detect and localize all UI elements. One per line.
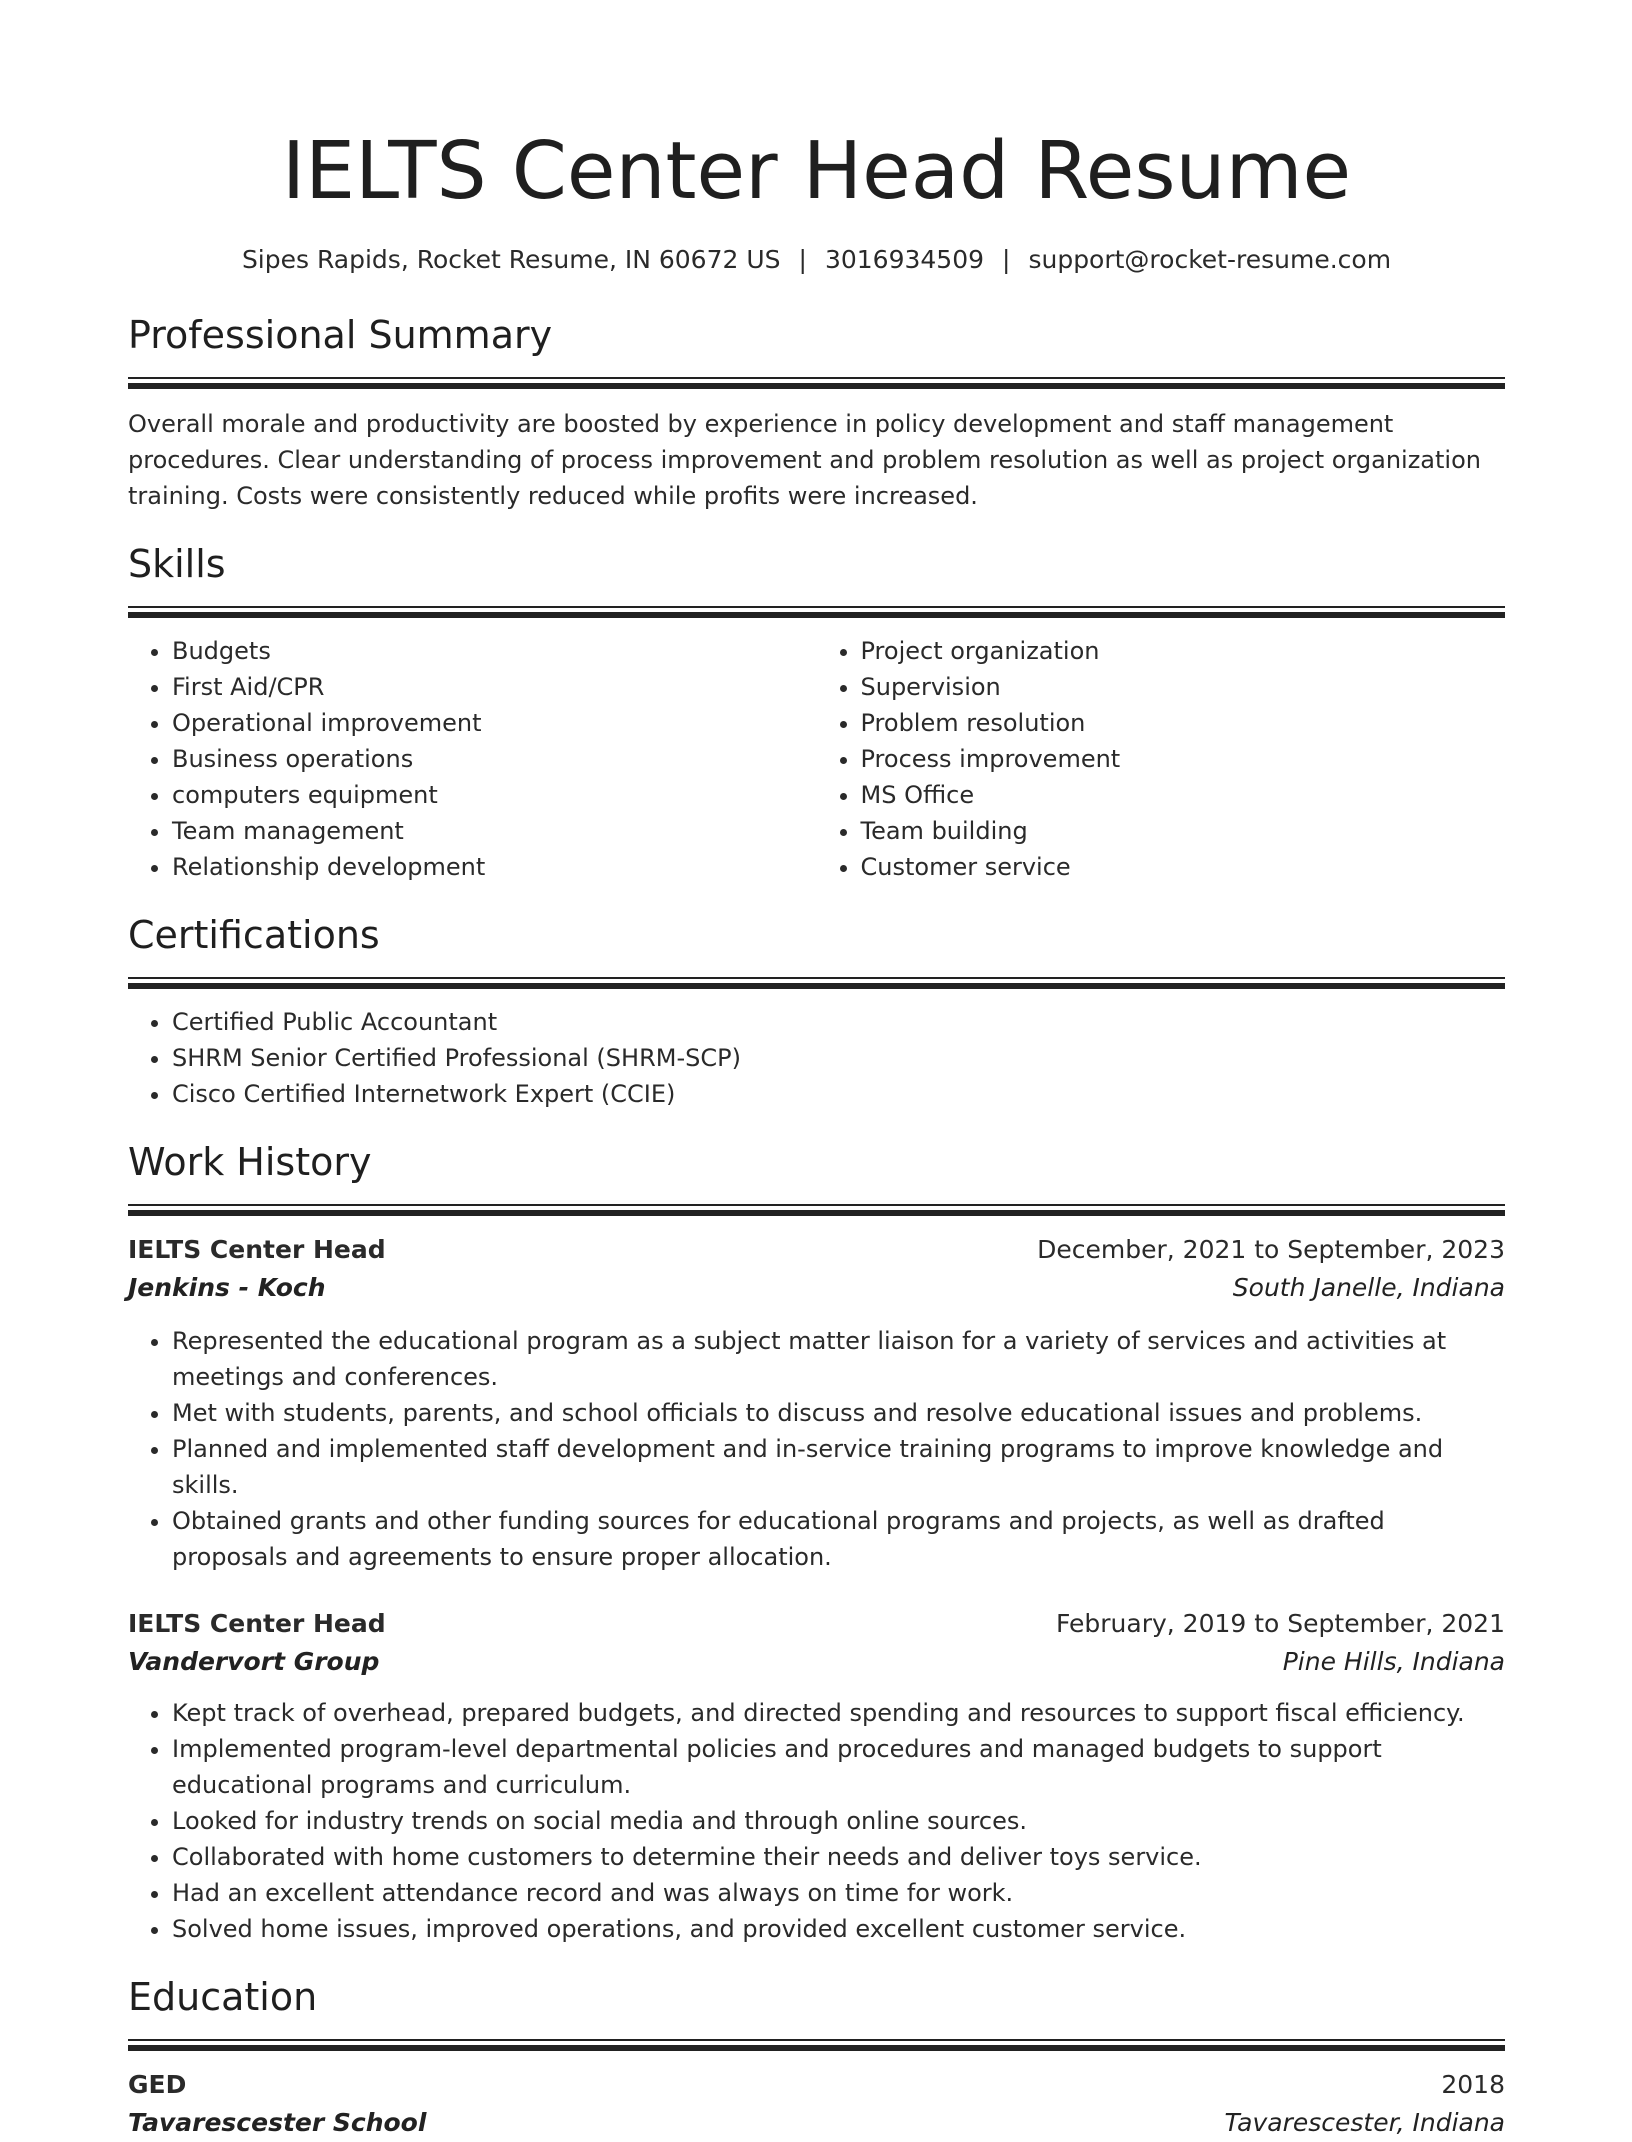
skill-item: • Team building [861, 813, 1506, 849]
skill-item: • Supervision [861, 669, 1506, 705]
section-divider [128, 606, 1505, 617]
education-year: 2018 [1441, 2070, 1505, 2099]
certification-item: • Cisco Certified Internetwork Expert (CCIE) [172, 1076, 1505, 1112]
job-title: IELTS Center Head [128, 1235, 386, 1264]
section-divider [128, 2039, 1505, 2050]
contact-email: support@rocket-resume.com [1028, 245, 1392, 274]
job-bullet: • Collaborated with home customers to determine their needs and deliver toys service. [172, 1839, 1505, 1875]
summary-section [128, 311, 1505, 514]
resume-title: IELTS Center Head Resume [281, 125, 1352, 217]
education-section [128, 1973, 1505, 2142]
job-entry [128, 1231, 1505, 1575]
certifications-heading: Certifications [128, 913, 380, 957]
skill-item: • computers equipment [172, 777, 817, 813]
skill-item: • Process improvement [861, 741, 1506, 777]
job-dates: December, 2021 to September, 2023 [1037, 1235, 1505, 1264]
contact-line [128, 243, 1505, 277]
job-title: IELTS Center Head [128, 1609, 386, 1638]
summary-text: Overall morale and productivity are boosted by experience in policy development and staff management procedures. Clear understanding of process improvement and problem resolution as well as project organization training. Costs were consistently reduced while profits were increased. [128, 410, 1481, 510]
skill-item: • Customer service [861, 849, 1506, 885]
education-location: Tavarescester, Indiana [1224, 2108, 1505, 2137]
skills-column-left [128, 633, 817, 885]
certification-item: • Certified Public Accountant [172, 1004, 1505, 1040]
contact-separator: | [798, 245, 807, 274]
job-dates: February, 2019 to September, 2021 [1056, 1609, 1505, 1638]
contact-phone: 3016934509 [824, 245, 985, 274]
job-bullet: • Represented the educational program as a subject matter liaison for a variety of services and activities at meetings and conferences. [172, 1323, 1505, 1395]
education-school: Tavarescester School [128, 2108, 427, 2137]
job-location: Pine Hills, Indiana [1282, 1647, 1505, 1676]
section-divider [128, 977, 1505, 988]
skill-item: • Business operations [172, 741, 817, 777]
job-bullet: • Looked for industry trends on social media and through online sources. [172, 1803, 1505, 1839]
education-entry [128, 2066, 1505, 2142]
skill-item: • Team management [172, 813, 817, 849]
contact-separator: | [1002, 245, 1011, 274]
job-bullet: • Obtained grants and other funding sources for educational programs and projects, as well as drafted proposals and agreements to ensure proper allocation. [172, 1503, 1505, 1575]
job-company: Jenkins - Koch [128, 1273, 326, 1302]
skills-section [128, 540, 1505, 885]
job-company: Vandervort Group [128, 1647, 380, 1676]
skills-grid [128, 633, 1505, 885]
skill-item: • Project organization [861, 633, 1506, 669]
certifications-section [128, 911, 1505, 1112]
work-section [128, 1138, 1505, 1947]
skill-item: • First Aid/CPR [172, 669, 817, 705]
skill-item: • Budgets [172, 633, 817, 669]
summary-heading: Professional Summary [128, 313, 553, 357]
job-bullet: • Met with students, parents, and school officials to discuss and resolve educational issues and problems. [172, 1395, 1505, 1431]
job-bullet: • Kept track of overhead, prepared budgets, and directed spending and resources to support fiscal efficiency. [172, 1695, 1505, 1731]
education-heading: Education [128, 1975, 318, 2019]
skill-item: • Relationship development [172, 849, 817, 885]
certification-item: • SHRM Senior Certified Professional (SHRM-SCP) [172, 1040, 1505, 1076]
skill-item: • Operational improvement [172, 705, 817, 741]
education-degree: GED [128, 2070, 187, 2099]
skills-heading: Skills [128, 542, 226, 586]
job-entry [128, 1605, 1505, 1947]
job-bullet: • Had an excellent attendance record and was always on time for work. [172, 1875, 1505, 1911]
job-bullet: • Implemented program-level departmental policies and procedures and managed budgets to support educational programs and curriculum. [172, 1731, 1505, 1803]
section-divider [128, 377, 1505, 388]
skill-item: • Problem resolution [861, 705, 1506, 741]
job-bullet: • Planned and implemented staff development and in-service training programs to improve knowledge and skills. [172, 1431, 1505, 1503]
job-location: South Janelle, Indiana [1232, 1273, 1505, 1302]
contact-address: Sipes Rapids, Rocket Resume, IN 60672 US [241, 245, 781, 274]
work-heading: Work History [128, 1140, 372, 1184]
skill-item: • MS Office [861, 777, 1506, 813]
job-bullet: • Solved home issues, improved operations, and provided excellent customer service. [172, 1911, 1505, 1947]
section-divider [128, 1204, 1505, 1215]
skills-column-right [817, 633, 1506, 885]
